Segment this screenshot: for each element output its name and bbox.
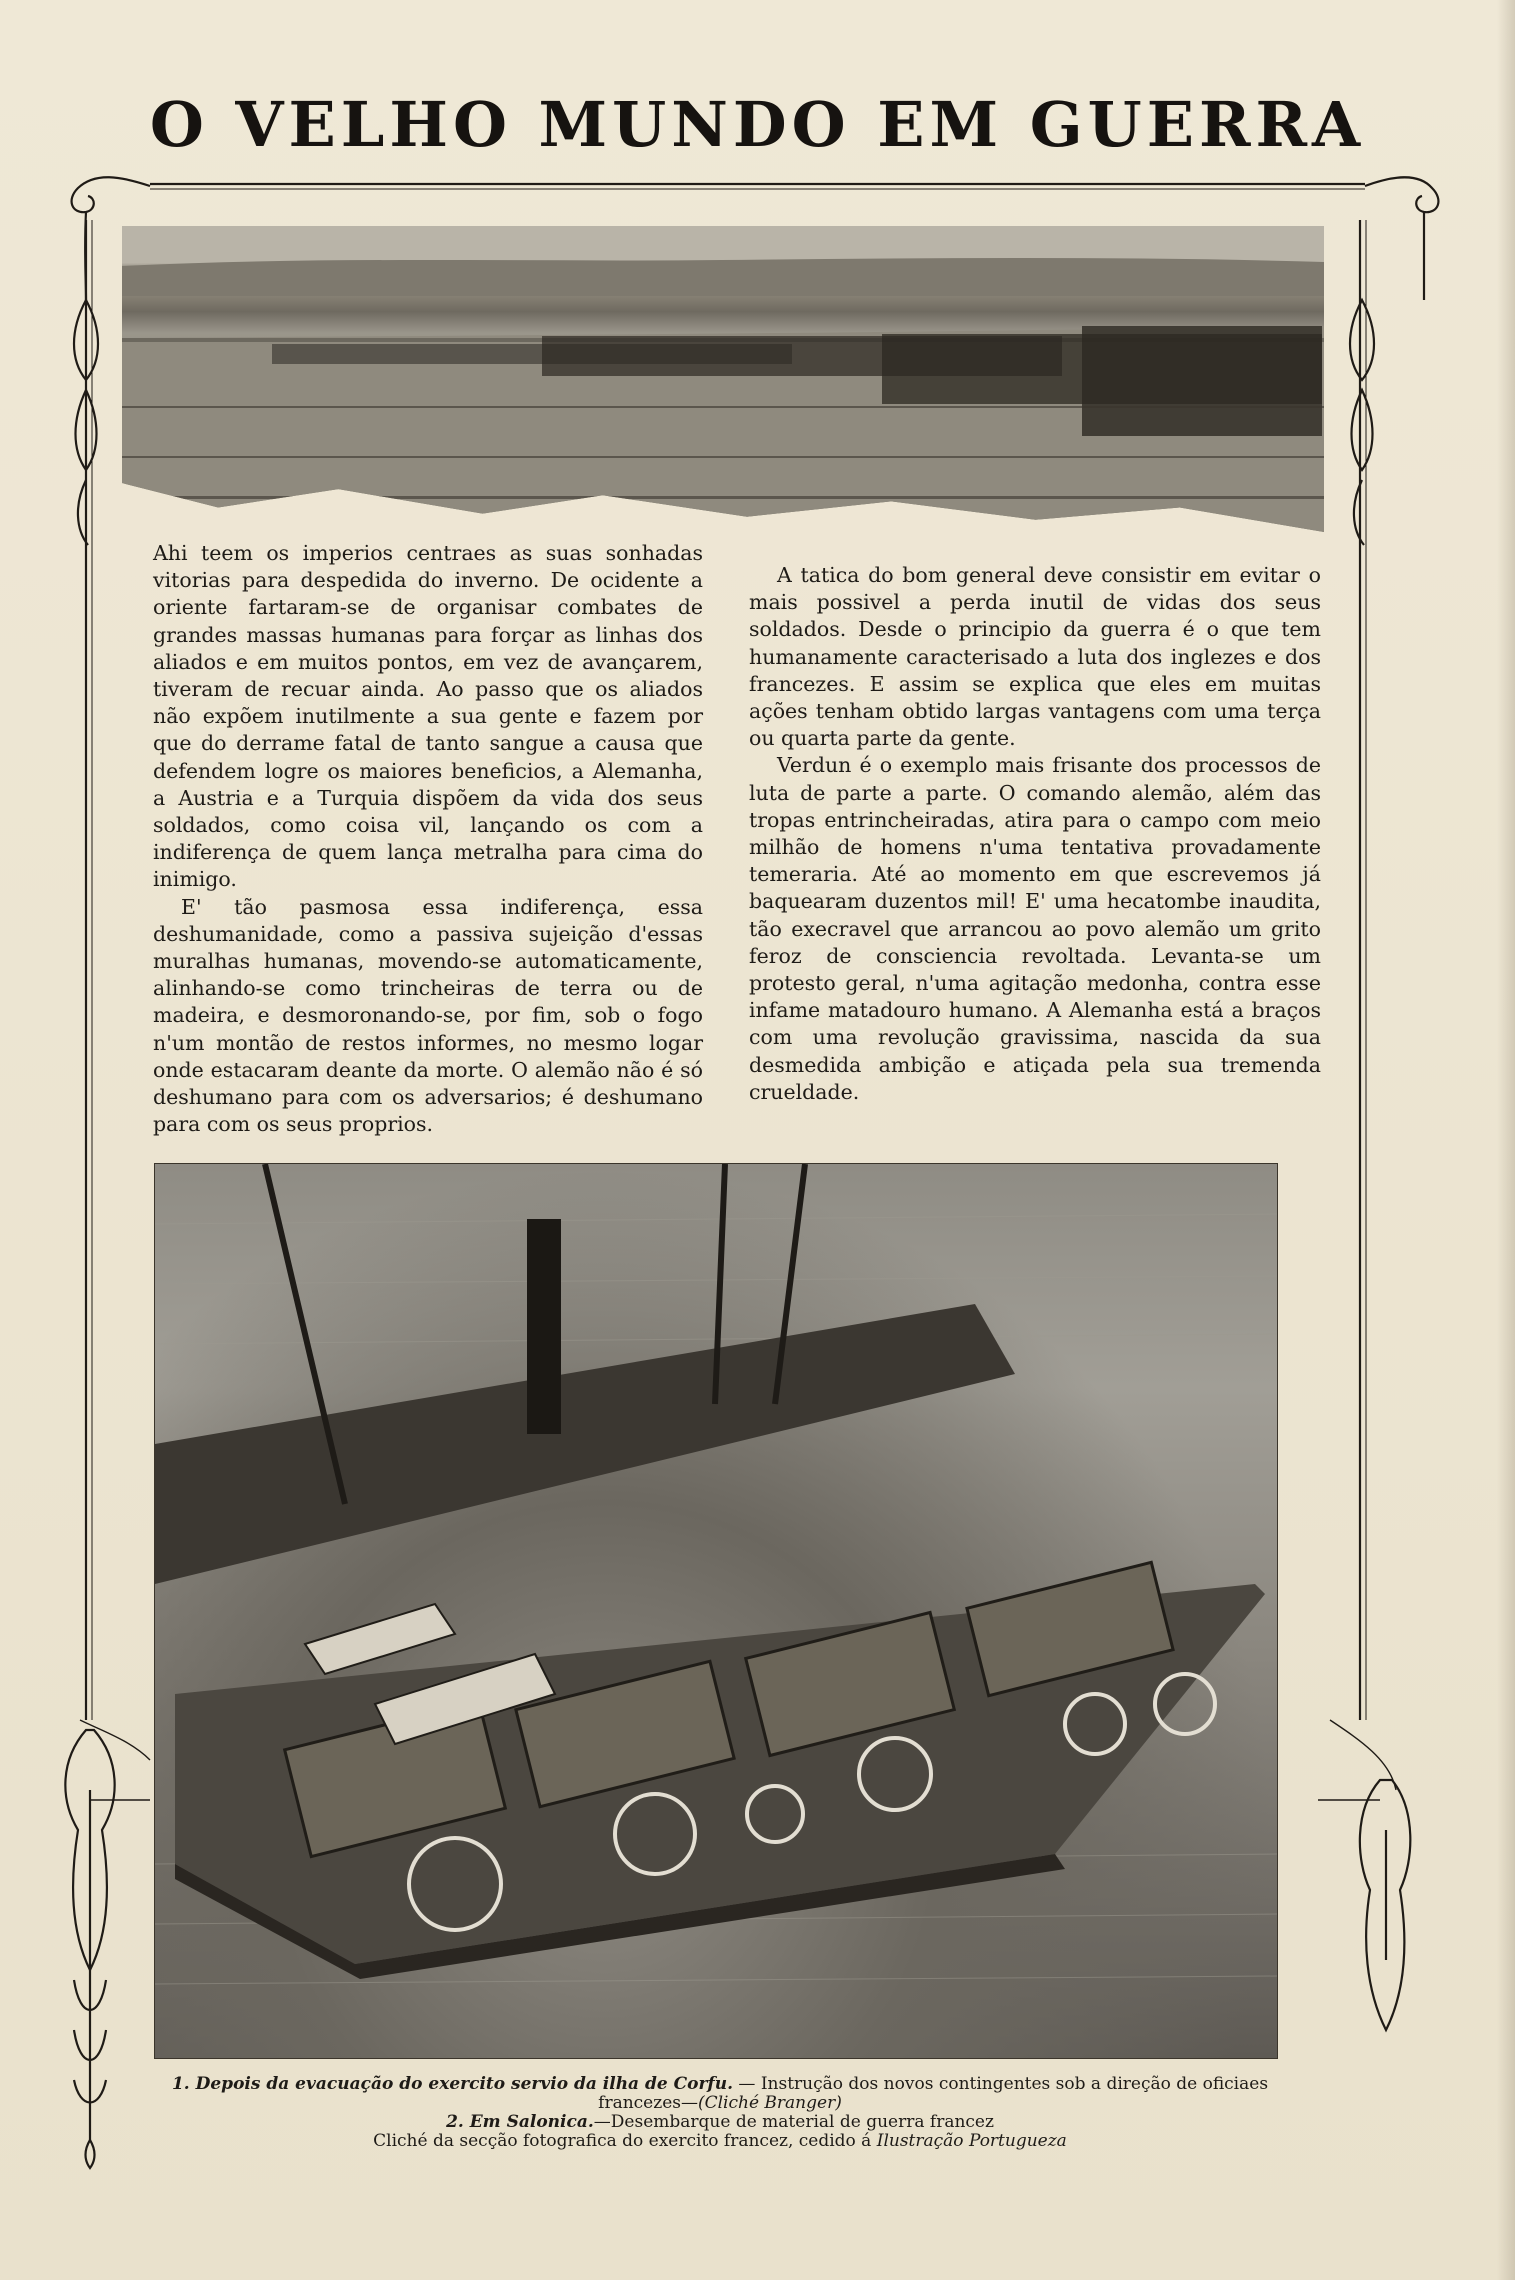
caption-text-3: Cliché da secção fotografica do exercito francez, cedido á	[373, 2131, 877, 2151]
caption-text-1: — Instrução dos novos contingentes sob a direção de oficiaes francezes—	[598, 2074, 1269, 2113]
caption-text-2: —Desembarque de material de guerra francez	[593, 2112, 994, 2132]
photo-barge-saloniki	[154, 1163, 1278, 2059]
caption-title-1: 1. Depois da evacuação do exercito servio da ilha de Corfu.	[171, 2074, 734, 2094]
caption-title-2: 2. Em Salonica.	[446, 2112, 594, 2132]
caption-line-3	[170, 2132, 1270, 2151]
article-paragraph: E' tão pasmosa essa indiferença, essa deshumanidade, como a passiva sujeição d'essas muralhas humanas, movendo-se automaticamente, alinhando-se como trincheiras de terra ou de madeira, e desmoronando-se, por fim, sob o fogo n'um montão de restos informes, no mesmo logar onde estacaram deante da morte. O alemão não é só deshumano para com os adversarios; é deshumano para com os seus proprios.	[153, 894, 703, 1137]
photo-barge-saloniki-image	[155, 1164, 1278, 2059]
caption-line-1	[170, 2075, 1270, 2113]
article-column-left	[153, 540, 703, 1138]
article-column-right	[749, 562, 1321, 1106]
photo-caption	[170, 2075, 1270, 2151]
caption-credit-1: (Cliché Branger)	[697, 2093, 842, 2113]
photo-infantry-advance-image	[122, 226, 1324, 532]
article-paragraph: Verdun é o exemplo mais frisante dos processos de luta de parte a parte. O comando alemão, além das tropas entrincheiradas, atira para o campo com meio milhão de homens n'uma tentativa provadamente temeraria. Até ao momento em que escrevemos já baquearam duzentos mil! E' uma hecatombe inaudita, tão execravel que arrancou ao povo alemão um grito feroz de consciencia revoltada. Levanta-se um protesto geral, n'uma agitação medonha, contra esse infame matadouro humano. A Alemanha está a braços com uma revolução gravissima, nascida da sua desmedida ambição e atiçada pela sua tremenda crueldade.	[749, 753, 1321, 1104]
caption-publication: Ilustração Portugueza	[876, 2131, 1067, 2151]
article-paragraph: A tatica do bom general deve consistir em evitar o mais possivel a perda inutil de vidas dos seus soldados. Desde o principio da guerra é o que tem humanamente caracterisado a luta dos inglezes e dos francezes. E assim se explica que eles em muitas ações tenham obtido largas vantagens com uma terça ou quarta parte da gente.	[749, 563, 1321, 751]
article-paragraph: Ahi teem os imperios centraes as suas sonhadas vitorias para despedida do inverno. De ocidente a oriente fartaram-se de organisar combates de grandes massas humanas para forçar as linhas dos aliados e em muitos pontos, em vez de avançarem, tiveram de recuar ainda. Ao passo que os aliados não expõem inutilmente a sua gente e fazem por que do derrame fatal de tanto sangue a causa que defendem logre os maiores beneficios, a Alemanha, a Austria e a Turquia dispõem da vida dos seus soldados, como coisa vil, lançando os com a indiferença de quem lança metralha para cima do inimigo.	[153, 541, 703, 892]
page-headline: O VELHO MUNDO EM GUERRA	[149, 88, 1366, 161]
caption-line-2	[170, 2113, 1270, 2132]
photo-infantry-advance	[122, 226, 1324, 532]
